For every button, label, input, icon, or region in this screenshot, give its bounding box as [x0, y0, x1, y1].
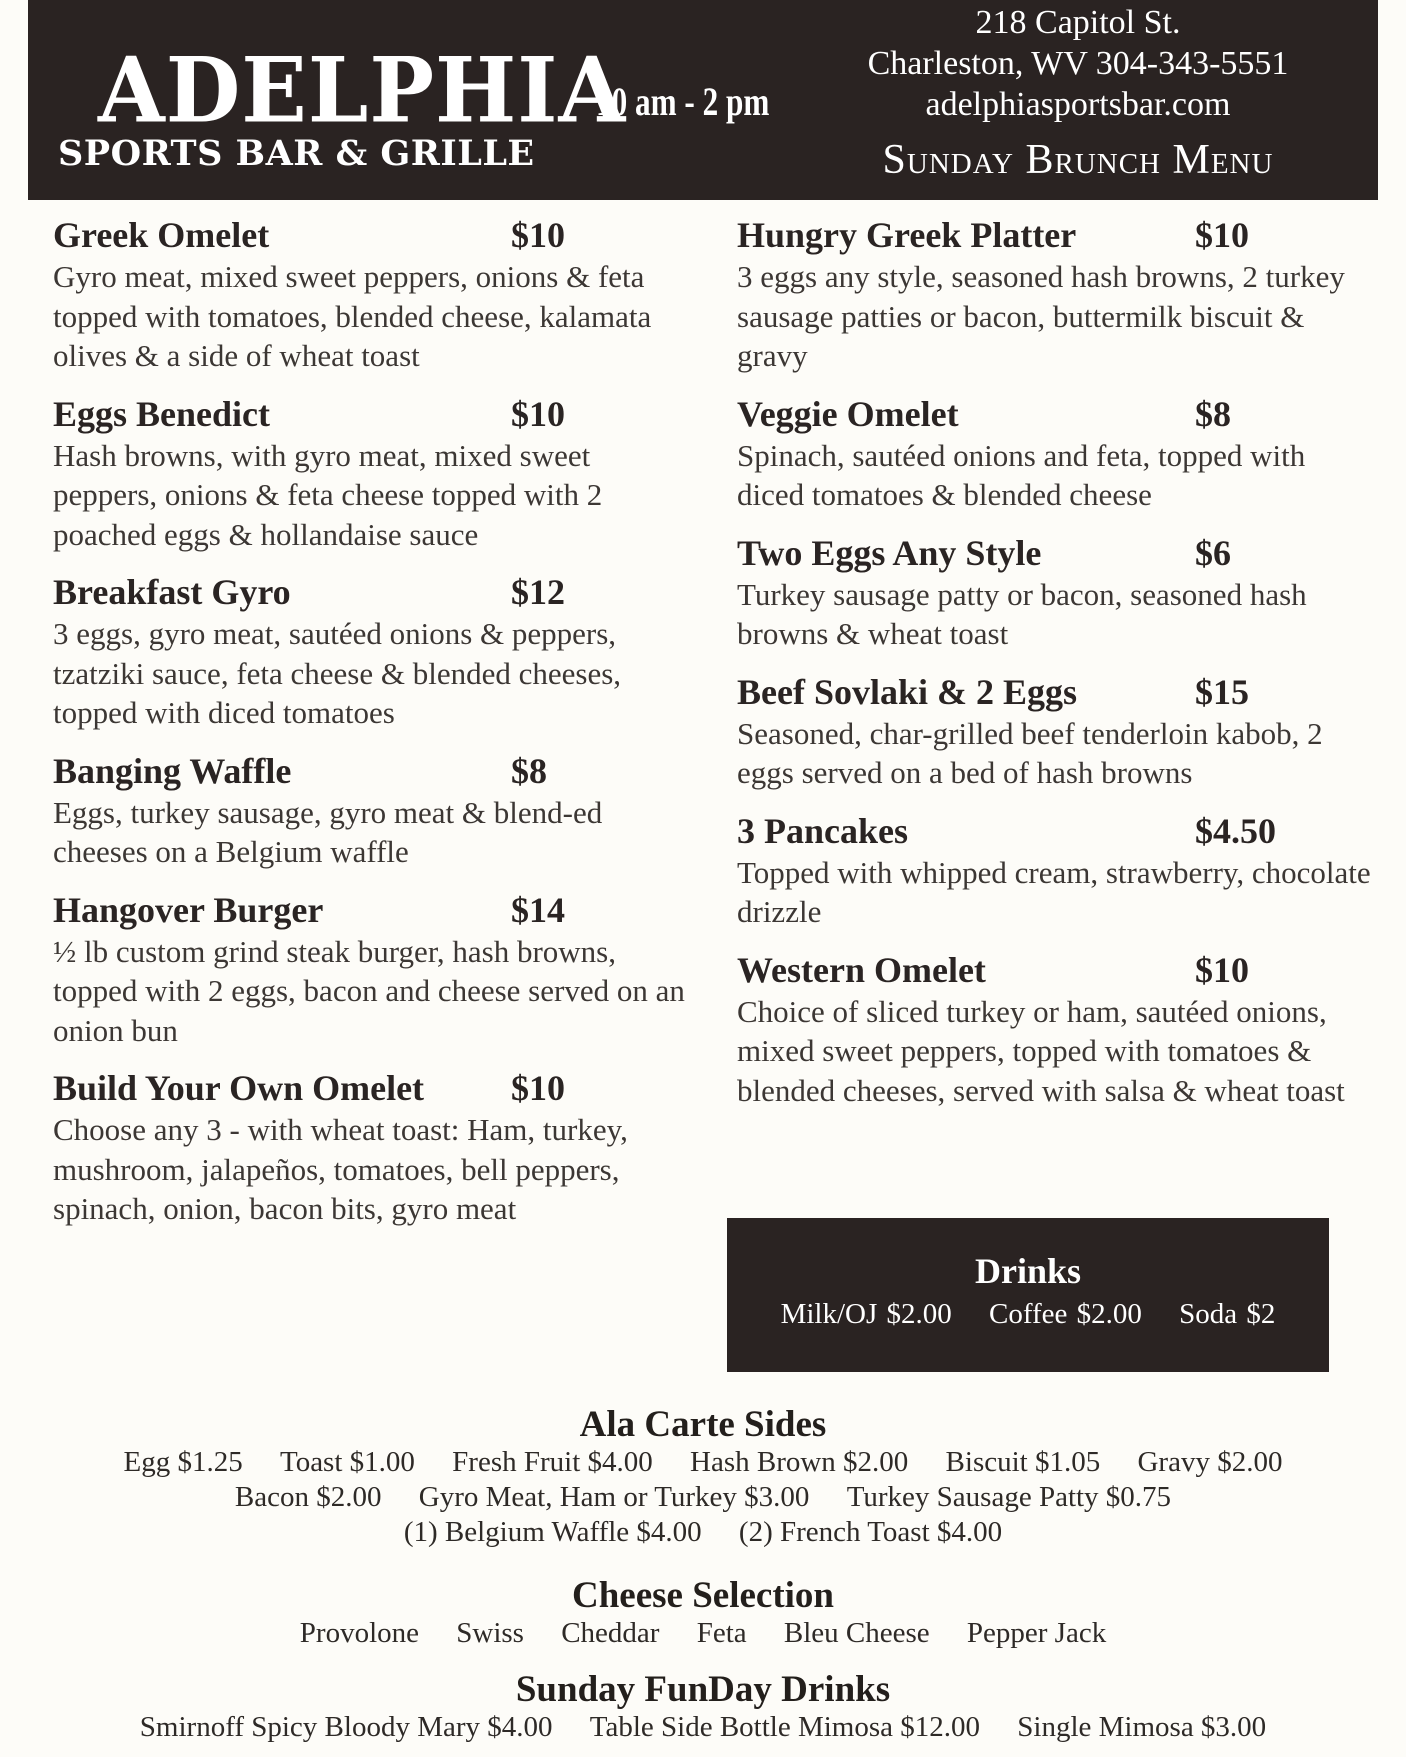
item-price: $6	[1195, 532, 1231, 573]
item-name: Breakfast Gyro	[53, 572, 291, 612]
cheese-item: Bleu Cheese	[783, 1617, 930, 1649]
item-name: Hungry Greek Platter	[737, 215, 1077, 255]
item-description: Choose any 3 - with wheat toast: Ham, turkey, mushroom, jalapeños, tomatoes, bell peppers, spinach, onion, bacon bits, gyro meat	[53, 1112, 628, 1226]
menu-item	[53, 1066, 693, 1229]
item-name: Two Eggs Any Style	[737, 532, 1042, 573]
menu-item	[53, 213, 693, 376]
menu-item	[737, 670, 1377, 793]
item-description: ½ lb custom grind steak burger, hash browns, topped with 2 eggs, bacon and cheese served on an onion bun	[53, 933, 685, 1048]
item-name: Veggie Omelet	[737, 393, 959, 434]
drink-item: Coffee $2.00	[989, 1298, 1142, 1330]
sides-title: Ala Carte Sides	[579, 1404, 827, 1445]
menu-item	[737, 531, 1377, 654]
drink-item: Milk/OJ $2.00	[780, 1298, 952, 1330]
side-item: Gravy $2.00	[1137, 1446, 1283, 1478]
drinks-box	[727, 1218, 1329, 1372]
item-description: Gyro meat, mixed sweet peppers, onions & feta topped with tomatoes, blended cheese, kalamata olives & a side of wheat toast	[53, 259, 652, 373]
item-description: Eggs, turkey sausage, gyro meat & blend-ed cheeses on a Belgium waffle	[53, 794, 603, 869]
side-item: Bacon $2.00	[234, 1481, 382, 1513]
drink-item: Soda $2	[1179, 1298, 1276, 1330]
funday-item: Single Mimosa $3.00	[1017, 1711, 1267, 1743]
cheese-section	[0, 1576, 1406, 1651]
cheese-item: Swiss	[456, 1617, 524, 1649]
item-description: Hash browns, with gyro meat, mixed sweet peppers, onions & feta cheese topped with 2 poached eggs & hollandaise sauce	[53, 437, 603, 552]
funday-section	[0, 1670, 1406, 1745]
item-name: 3 Pancakes	[737, 810, 908, 851]
funday-item: Table Side Bottle Mimosa $12.00	[589, 1711, 981, 1743]
side-item: Turkey Sausage Patty $0.75	[846, 1481, 1172, 1513]
drinks-title: Drinks	[974, 1251, 1082, 1291]
item-name: Western Omelet	[737, 949, 986, 990]
item-name: Eggs Benedict	[53, 393, 271, 434]
cheese-item: Feta	[696, 1617, 747, 1649]
item-price: $4.50	[1195, 810, 1276, 851]
menu-item	[53, 392, 693, 555]
side-item: Toast $1.00	[280, 1446, 415, 1478]
menu-item	[737, 213, 1377, 376]
item-description: 3 eggs, gyro meat, sautéed onions & peppers, tzatziki sauce, feta cheese & blended cheeses, topped with diced tomatoes	[53, 616, 622, 730]
item-price: $8	[511, 750, 547, 791]
item-description: Turkey sausage patty or bacon, seasoned hash browns & wheat toast	[737, 576, 1307, 651]
item-price: $10	[511, 1068, 565, 1108]
logo-subtitle: SPORTS BAR & GRILLE	[58, 133, 535, 174]
header-banner	[28, 0, 1378, 200]
sides-section	[0, 1405, 1406, 1550]
funday-title: Sunday FunDay Drinks	[515, 1669, 891, 1710]
item-name: Greek Omelet	[53, 215, 270, 255]
item-price: $10	[511, 215, 565, 255]
address-line1: 218 Capitol St.	[975, 4, 1181, 41]
menu-item	[53, 749, 693, 872]
side-item: Hash Brown $2.00	[690, 1446, 909, 1478]
cheese-list	[0, 1616, 1406, 1651]
cheese-item: Cheddar	[561, 1617, 660, 1649]
menu-item	[737, 809, 1377, 932]
drinks-list	[727, 1298, 1329, 1331]
item-description: Topped with whipped cream, strawberry, chocolate drizzle	[737, 854, 1371, 929]
menu-title: Sunday Brunch Menu	[882, 137, 1274, 183]
side-item: Biscuit $1.05	[945, 1446, 1101, 1478]
item-name: Beef Sovlaki & 2 Eggs	[737, 671, 1078, 712]
menu-item	[53, 570, 693, 733]
item-description: 3 eggs any style, seasoned hash browns, 2 turkey sausage patties or bacon, buttermilk biscuit & gravy	[737, 259, 1345, 373]
side-item: Gyro Meat, Ham or Turkey $3.00	[418, 1481, 810, 1513]
menu-item	[53, 888, 693, 1051]
sides-line-1	[0, 1445, 1406, 1480]
funday-list	[0, 1710, 1406, 1745]
cheese-item: Provolone	[299, 1617, 419, 1649]
item-price: $10	[1195, 215, 1249, 255]
side-item: Egg $1.25	[123, 1446, 243, 1478]
item-name: Banging Waffle	[53, 750, 292, 791]
logo-name: ADELPHIA	[98, 37, 627, 144]
item-description: Seasoned, char-grilled beef tenderloin kabob, 2 eggs served on a bed of hash browns	[737, 715, 1323, 790]
side-item: (1) Belgium Waffle $4.00	[403, 1516, 702, 1548]
funday-item: Smirnoff Spicy Bloody Mary $4.00	[139, 1711, 553, 1743]
item-price: $8	[1195, 393, 1231, 434]
left-column	[53, 213, 693, 1245]
item-price: $10	[511, 393, 565, 434]
item-name: Build Your Own Omelet	[53, 1068, 425, 1108]
menu-item	[737, 392, 1377, 515]
address-line2: Charleston, WV 304-343-5551	[867, 45, 1289, 82]
item-price: $10	[1195, 949, 1249, 990]
item-name: Hangover Burger	[53, 889, 324, 930]
item-price: $15	[1195, 671, 1249, 712]
item-price: $14	[511, 889, 565, 930]
side-item: Fresh Fruit $4.00	[452, 1446, 653, 1478]
item-description: Spinach, sautéed onions and feta, topped with diced tomatoes & blended cheese	[737, 437, 1306, 512]
sides-line-2	[0, 1480, 1406, 1515]
sides-line-3	[0, 1515, 1406, 1550]
hours: 10 am - 2 pm	[596, 79, 770, 124]
side-item: (2) French Toast $4.00	[738, 1516, 1003, 1548]
item-description: Choice of sliced turkey or ham, sautéed onions, mixed sweet peppers, topped with tomatoes & blended cheeses, served with salsa & wheat toast	[737, 993, 1345, 1108]
right-column	[737, 213, 1377, 1126]
item-price: $12	[511, 572, 565, 612]
cheese-title: Cheese Selection	[571, 1575, 835, 1616]
contact-block	[788, 2, 1368, 125]
menu-item	[737, 948, 1377, 1111]
website: adelphiasportsbar.com	[925, 86, 1231, 123]
cheese-item: Pepper Jack	[966, 1617, 1107, 1649]
